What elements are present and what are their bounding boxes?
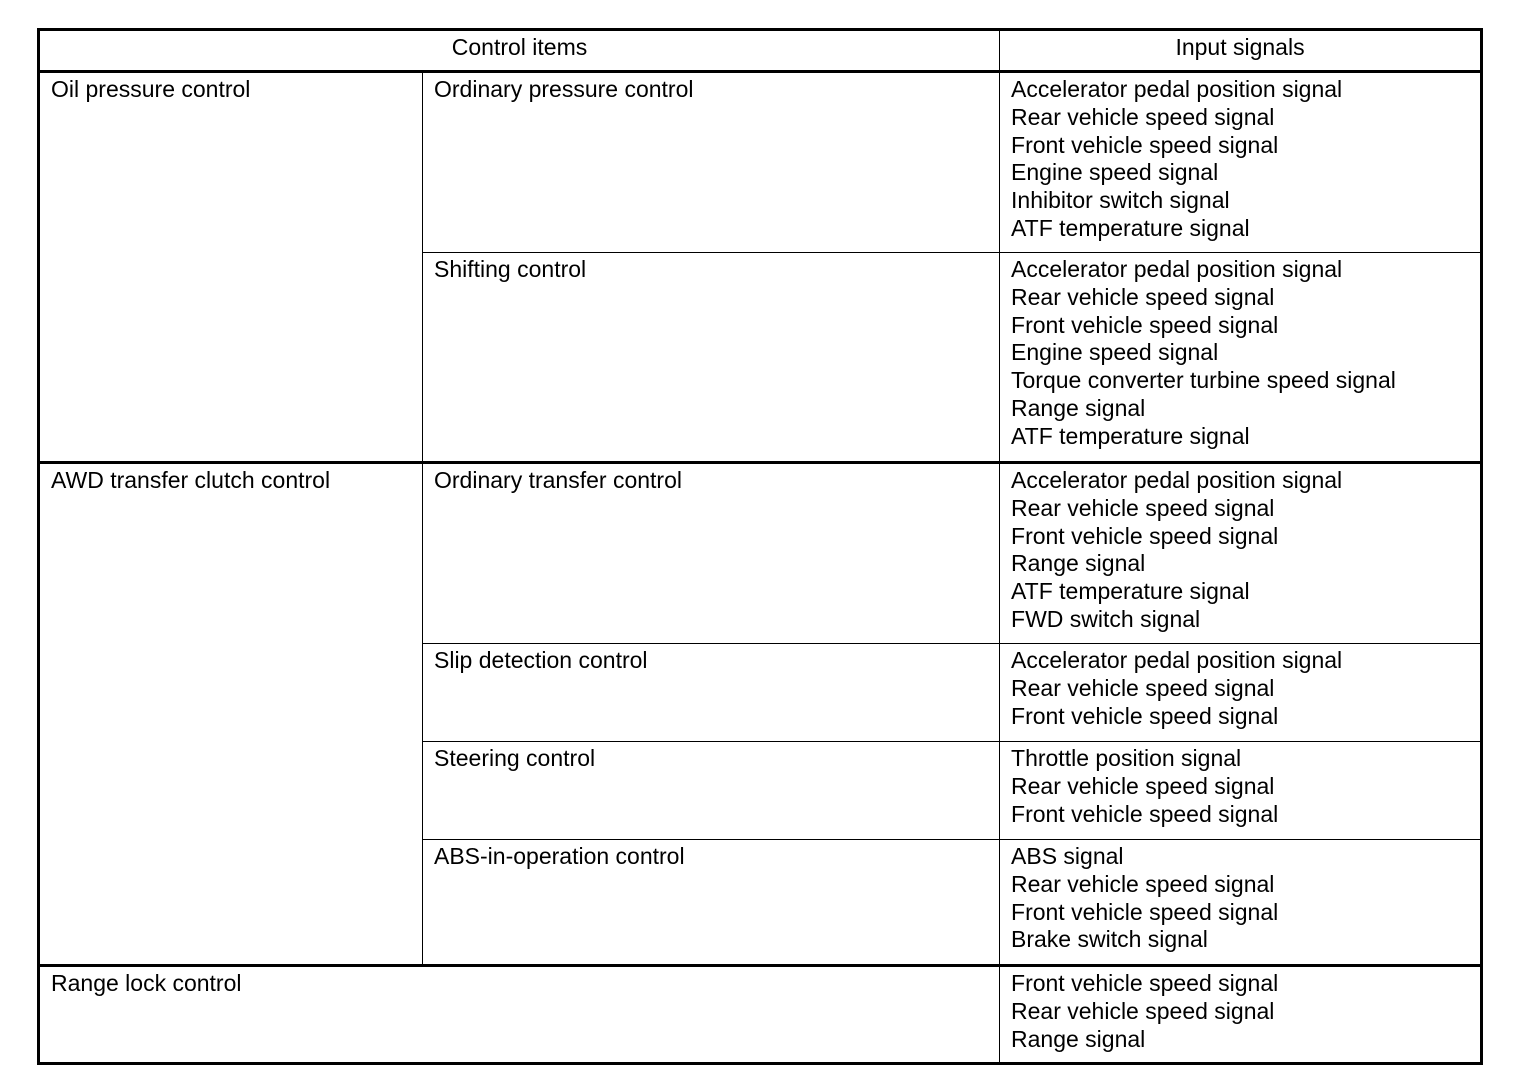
signal-line: Range signal — [1011, 1025, 1146, 1052]
table-row — [39, 72, 1482, 253]
signal-line: Front vehicle speed signal — [1011, 970, 1279, 996]
signal-line: Accelerator pedal position signal — [1011, 647, 1343, 673]
group-name-cell: AWD transfer clutch control — [39, 463, 423, 966]
control-item-cell: Ordinary pressure control — [423, 72, 1000, 253]
signal-line: Engine speed signal — [1011, 159, 1219, 186]
signal-line: Front vehicle speed signal — [1011, 311, 1279, 338]
header-control-items: Control items — [39, 30, 1000, 72]
input-signals-cell — [1000, 72, 1482, 253]
input-signals-cell — [1000, 644, 1482, 742]
control-items-table — [37, 28, 1483, 1065]
signal-line: Rear vehicle speed signal — [1011, 283, 1275, 310]
signal-line: Rear vehicle speed signal — [1011, 772, 1275, 799]
signal-line: Torque converter turbine speed signal — [1011, 367, 1396, 394]
signal-line: Front vehicle speed signal — [1011, 800, 1279, 827]
input-signals-cell — [1000, 966, 1482, 1064]
signal-line: ATF temperature signal — [1011, 214, 1250, 241]
signal-line: Rear vehicle speed signal — [1011, 494, 1275, 521]
input-signals-cell — [1000, 253, 1482, 463]
signal-line: Accelerator pedal position signal — [1011, 467, 1343, 493]
group-name-cell: Range lock control — [39, 966, 1000, 1064]
signal-line: ABS signal — [1011, 843, 1124, 869]
group-name-cell: Oil pressure control — [39, 72, 423, 463]
control-item-cell: ABS-in-operation control — [423, 840, 1000, 966]
signal-line: Brake switch signal — [1011, 926, 1208, 953]
signal-line: Rear vehicle speed signal — [1011, 997, 1275, 1024]
signal-line: Front vehicle speed signal — [1011, 131, 1279, 158]
signal-line: Range signal — [1011, 394, 1146, 421]
signal-line: Throttle position signal — [1011, 745, 1242, 771]
signal-line: Accelerator pedal position signal — [1011, 256, 1343, 282]
input-signals-cell — [1000, 463, 1482, 644]
table-body — [39, 72, 1482, 1064]
header-input-signals: Input signals — [1000, 30, 1482, 72]
signal-line: Rear vehicle speed signal — [1011, 870, 1275, 897]
control-item-cell: Steering control — [423, 742, 1000, 840]
control-item-cell: Slip detection control — [423, 644, 1000, 742]
signal-line: FWD switch signal — [1011, 605, 1201, 632]
signal-line: Inhibitor switch signal — [1011, 187, 1230, 214]
signal-line: ATF temperature signal — [1011, 422, 1250, 449]
signal-line: Engine speed signal — [1011, 339, 1219, 366]
signal-line: Accelerator pedal position signal — [1011, 76, 1343, 102]
input-signals-cell — [1000, 742, 1482, 840]
signal-line: Front vehicle speed signal — [1011, 898, 1279, 925]
table-row — [39, 463, 1482, 644]
input-signals-cell — [1000, 840, 1482, 966]
table-row — [39, 966, 1482, 1064]
control-item-cell: Ordinary transfer control — [423, 463, 1000, 644]
signal-line: Range signal — [1011, 550, 1146, 577]
signal-line: Rear vehicle speed signal — [1011, 674, 1275, 701]
table-header-row — [39, 30, 1482, 72]
control-item-cell: Shifting control — [423, 253, 1000, 463]
signal-line: ATF temperature signal — [1011, 578, 1250, 605]
signal-line: Front vehicle speed signal — [1011, 702, 1279, 729]
signal-line: Rear vehicle speed signal — [1011, 103, 1275, 130]
signal-line: Front vehicle speed signal — [1011, 522, 1279, 549]
